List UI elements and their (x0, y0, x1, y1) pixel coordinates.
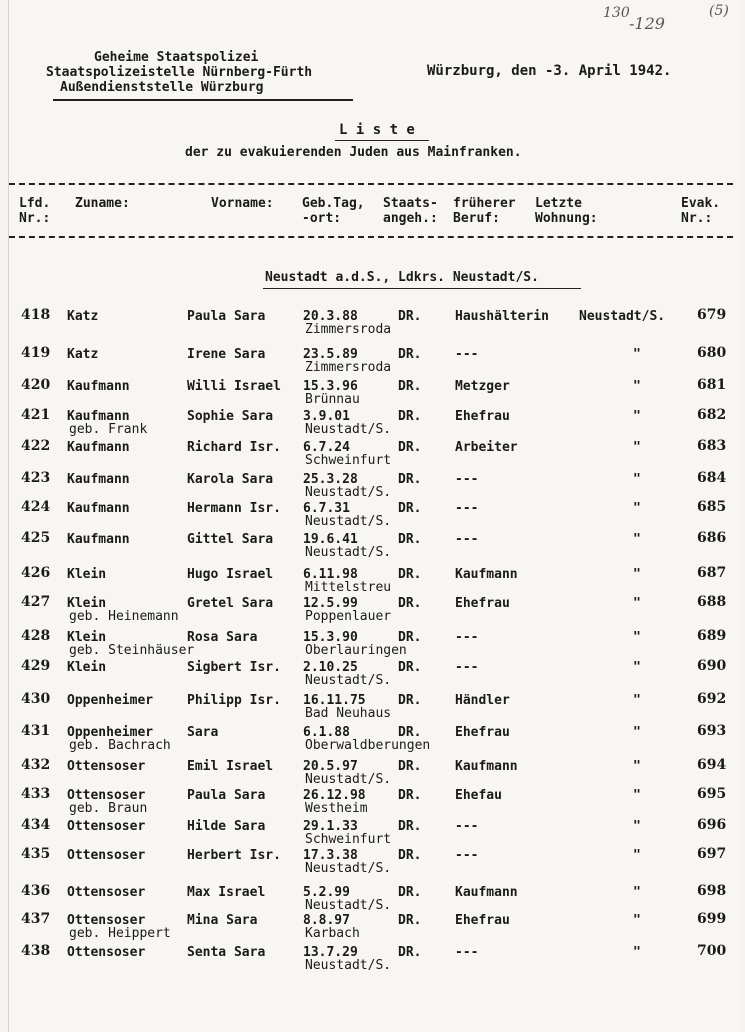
residence-ditto: " (633, 885, 641, 900)
surname: Katz (67, 309, 99, 324)
occupation: --- (455, 501, 479, 516)
evacuation-number: 686 (697, 530, 727, 546)
row-number: 420 (21, 377, 51, 393)
residence-ditto: " (633, 725, 641, 740)
maiden-name: geb. Bachrach (69, 738, 171, 753)
header-rule-top (9, 183, 733, 185)
residence-ditto: " (633, 788, 641, 803)
citizenship: DR. (398, 379, 422, 394)
first-name: Herbert Isr. (187, 848, 281, 863)
first-name: Max Israel (187, 885, 266, 900)
birth-place: Poppenlauer (305, 609, 392, 624)
evacuation-number: 696 (697, 817, 727, 833)
evacuation-number: 700 (697, 943, 727, 959)
birth-date: 15.3.90 (303, 630, 358, 645)
row-number: 429 (21, 658, 51, 674)
evacuation-number: 684 (697, 470, 727, 486)
row-number: 422 (21, 438, 51, 454)
birth-place: Mittelstreu (305, 580, 392, 595)
col-wohnung-2: Wohnung: (535, 211, 598, 226)
surname: Ottensoser (67, 788, 146, 803)
first-name: Hermann Isr. (187, 501, 281, 516)
birth-place: Oberlauringen (305, 643, 407, 658)
authority-line-2: Staatspolizeistelle Nürnberg-Fürth (46, 65, 313, 80)
first-name: Gittel Sara (187, 532, 274, 547)
evacuation-number: 682 (697, 407, 727, 423)
surname: Klein (67, 630, 107, 645)
residence-ditto: " (633, 596, 641, 611)
occupation: --- (455, 630, 479, 645)
first-name: Irene Sara (187, 347, 266, 362)
citizenship: DR. (398, 309, 422, 324)
birth-place: Zimmersroda (305, 360, 392, 375)
evacuation-number: 698 (697, 883, 727, 899)
place-date: Würzburg, den -3. April 1942. (427, 63, 672, 79)
evacuation-number: 681 (697, 377, 727, 393)
first-name: Karola Sara (187, 472, 274, 487)
row-number: 435 (21, 846, 51, 862)
surname: Kaufmann (67, 409, 130, 424)
citizenship: DR. (398, 596, 422, 611)
residence-ditto: " (633, 379, 641, 394)
birth-place: Bad Neuhaus (305, 706, 392, 721)
occupation: Arbeiter (455, 440, 518, 455)
birth-place: Neustadt/S. (305, 545, 392, 560)
surname: Kaufmann (67, 379, 130, 394)
archive-number: 130 (603, 5, 630, 21)
row-number: 418 (21, 307, 51, 323)
surname: Katz (67, 347, 99, 362)
citizenship: DR. (398, 725, 422, 740)
citizenship: DR. (398, 660, 422, 675)
occupation: --- (455, 945, 479, 960)
first-name: Hugo Israel (187, 567, 274, 582)
citizenship: DR. (398, 819, 422, 834)
evacuation-number: 694 (697, 757, 727, 773)
authority-line-1: Geheime Staatspolizei (94, 50, 259, 65)
occupation: Ehefrau (455, 596, 510, 611)
birth-place: Neustadt/S. (305, 673, 392, 688)
col-zuname: Zuname: (75, 196, 130, 211)
citizenship: DR. (398, 440, 422, 455)
birth-place: Neustadt/S. (305, 772, 392, 787)
residence-ditto: " (633, 567, 641, 582)
first-name: Sara (187, 725, 219, 740)
surname: Kaufmann (67, 440, 130, 455)
birth-date: 6.7.31 (303, 501, 350, 516)
citizenship: DR. (398, 885, 422, 900)
residence-ditto: " (633, 848, 641, 863)
occupation: --- (455, 347, 479, 362)
birth-place: Westheim (305, 801, 368, 816)
col-nr: Nr.: (19, 211, 51, 226)
section-underline (263, 288, 581, 289)
residence-ditto: " (633, 819, 641, 834)
col-geb-1: Geb.Tag, (302, 196, 365, 211)
row-number: 434 (21, 817, 51, 833)
occupation: --- (455, 848, 479, 863)
first-name: Hilde Sara (187, 819, 266, 834)
birth-place: Neustadt/S. (305, 422, 392, 437)
residence-ditto: " (633, 945, 641, 960)
citizenship: DR. (398, 567, 422, 582)
first-name: Philipp Isr. (187, 693, 281, 708)
first-name: Willi Israel (187, 379, 281, 394)
birth-place: Schweinfurt (305, 453, 392, 468)
row-number: 427 (21, 594, 51, 610)
surname: Ottensoser (67, 945, 146, 960)
row-number: 421 (21, 407, 51, 423)
col-evak-1: Evak. (681, 196, 721, 211)
evacuation-number: 699 (697, 911, 727, 927)
evacuation-number: 688 (697, 594, 727, 610)
row-number: 419 (21, 345, 51, 361)
birth-date: 25.3.28 (303, 472, 358, 487)
birth-place: Neustadt/S. (305, 958, 392, 973)
residence-ditto: " (633, 347, 641, 362)
citizenship: DR. (398, 501, 422, 516)
birth-place: Neustadt/S. (305, 485, 392, 500)
residence-ditto: " (633, 409, 641, 424)
col-lfd: Lfd. (19, 196, 51, 211)
authority-line-3: Außendienststelle Würzburg (60, 80, 264, 95)
birth-date: 29.1.33 (303, 819, 358, 834)
surname: Ottensoser (67, 913, 146, 928)
occupation: --- (455, 819, 479, 834)
residence-ditto: " (633, 693, 641, 708)
residence-ditto: " (633, 472, 641, 487)
surname: Ottensoser (67, 819, 146, 834)
evacuation-number: 689 (697, 628, 727, 644)
row-number: 432 (21, 757, 51, 773)
residence-ditto: " (633, 532, 641, 547)
surname: Ottensoser (67, 759, 146, 774)
birth-date: 20.5.97 (303, 759, 358, 774)
birth-date: 3.9.01 (303, 409, 350, 424)
occupation: Ehefrau (455, 913, 510, 928)
list-subtitle: der zu evakuierenden Juden aus Mainfranken. (185, 145, 522, 160)
section-heading: Neustadt a.d.S., Ldkrs. Neustadt/S. (265, 270, 539, 285)
birth-date: 15.3.96 (303, 379, 358, 394)
first-name: Mina Sara (187, 913, 258, 928)
occupation: Ehefrau (455, 725, 510, 740)
maiden-name: geb. Heinemann (69, 609, 179, 624)
occupation: Kaufmann (455, 567, 518, 582)
occupation: --- (455, 472, 479, 487)
residence: Neustadt/S. (579, 309, 666, 324)
birth-date: 26.12.98 (303, 788, 366, 803)
evacuation-number: 690 (697, 658, 727, 674)
residence-ditto: " (633, 759, 641, 774)
first-name: Sophie Sara (187, 409, 274, 424)
citizenship: DR. (398, 630, 422, 645)
first-name: Gretel Sara (187, 596, 274, 611)
citizenship: DR. (398, 347, 422, 362)
birth-place: Brünnau (305, 392, 360, 407)
evacuation-number: 687 (697, 565, 727, 581)
citizenship: DR. (398, 788, 422, 803)
residence-ditto: " (633, 660, 641, 675)
birth-date: 13.7.29 (303, 945, 358, 960)
col-beruf-1: früherer (453, 196, 516, 211)
col-wohnung-1: Letzte (535, 196, 582, 211)
residence-ditto: " (633, 630, 641, 645)
surname: Oppenheimer (67, 725, 154, 740)
citizenship: DR. (398, 848, 422, 863)
citizenship: DR. (398, 945, 422, 960)
header-rule-bottom (9, 236, 733, 238)
citizenship: DR. (398, 409, 422, 424)
corner-mark: (5) (709, 3, 729, 19)
first-name: Senta Sara (187, 945, 266, 960)
surname: Ottensoser (67, 885, 146, 900)
row-number: 428 (21, 628, 51, 644)
maiden-name: geb. Braun (69, 801, 148, 816)
birth-date: 5.2.99 (303, 885, 350, 900)
birth-place: Neustadt/S. (305, 898, 392, 913)
evacuation-number: 697 (697, 846, 727, 862)
maiden-name: geb. Frank (69, 422, 148, 437)
document-page (8, 0, 741, 1032)
citizenship: DR. (398, 759, 422, 774)
col-evak-2: Nr.: (681, 211, 713, 226)
surname: Klein (67, 596, 107, 611)
maiden-name: geb. Heippert (69, 926, 171, 941)
birth-place: Karbach (305, 926, 360, 941)
birth-date: 6.7.24 (303, 440, 350, 455)
surname: Ottensoser (67, 848, 146, 863)
row-number: 433 (21, 786, 51, 802)
evacuation-number: 695 (697, 786, 727, 802)
first-name: Paula Sara (187, 788, 266, 803)
row-number: 431 (21, 723, 51, 739)
maiden-name: geb. Steinhäuser (69, 643, 195, 658)
col-beruf-2: Beruf: (453, 211, 500, 226)
birth-date: 20.3.88 (303, 309, 358, 324)
citizenship: DR. (398, 693, 422, 708)
title-underline (335, 140, 429, 141)
birth-place: Neustadt/S. (305, 514, 392, 529)
first-name: Paula Sara (187, 309, 266, 324)
birth-date: 6.1.88 (303, 725, 350, 740)
row-number: 430 (21, 691, 51, 707)
occupation: Kaufmann (455, 759, 518, 774)
surname: Klein (67, 567, 107, 582)
row-number: 425 (21, 530, 51, 546)
birth-date: 16.11.75 (303, 693, 366, 708)
evacuation-number: 693 (697, 723, 727, 739)
birth-date: 23.5.89 (303, 347, 358, 362)
first-name: Sigbert Isr. (187, 660, 281, 675)
row-number: 437 (21, 911, 51, 927)
birth-date: 12.5.99 (303, 596, 358, 611)
first-name: Rosa Sara (187, 630, 258, 645)
birth-date: 19.6.41 (303, 532, 358, 547)
header-underline (53, 99, 353, 101)
surname: Klein (67, 660, 107, 675)
birth-date: 17.3.38 (303, 848, 358, 863)
citizenship: DR. (398, 532, 422, 547)
occupation: Händler (455, 693, 510, 708)
birth-date: 6.11.98 (303, 567, 358, 582)
surname: Kaufmann (67, 532, 130, 547)
evacuation-number: 679 (697, 307, 727, 323)
row-number: 436 (21, 883, 51, 899)
row-number: 424 (21, 499, 51, 515)
evacuation-number: 685 (697, 499, 727, 515)
archive-number-2: -129 (629, 14, 665, 33)
evacuation-number: 683 (697, 438, 727, 454)
citizenship: DR. (398, 913, 422, 928)
list-title: L i s t e (339, 122, 415, 138)
birth-place: Zimmersroda (305, 322, 392, 337)
surname: Kaufmann (67, 501, 130, 516)
first-name: Emil Israel (187, 759, 274, 774)
evacuation-number: 680 (697, 345, 727, 361)
birth-place: Oberwaldberungen (305, 738, 431, 753)
row-number: 438 (21, 943, 51, 959)
col-vorname: Vorname: (211, 196, 274, 211)
occupation: Haushälterin (455, 309, 549, 324)
row-number: 426 (21, 565, 51, 581)
citizenship: DR. (398, 472, 422, 487)
evacuation-number: 692 (697, 691, 727, 707)
occupation: Metzger (455, 379, 510, 394)
occupation: Ehefrau (455, 409, 510, 424)
occupation: --- (455, 660, 479, 675)
surname: Kaufmann (67, 472, 130, 487)
col-geb-2: -ort: (302, 211, 342, 226)
surname: Oppenheimer (67, 693, 154, 708)
occupation: --- (455, 532, 479, 547)
col-staats-2: angeh.: (383, 211, 438, 226)
residence-ditto: " (633, 501, 641, 516)
occupation: Kaufmann (455, 885, 518, 900)
birth-date: 8.8.97 (303, 913, 350, 928)
occupation: Ehefau (455, 788, 502, 803)
birth-date: 2.10.25 (303, 660, 358, 675)
row-number: 423 (21, 470, 51, 486)
birth-place: Schweinfurt (305, 832, 392, 847)
col-staats-1: Staats- (383, 196, 438, 211)
residence-ditto: " (633, 913, 641, 928)
first-name: Richard Isr. (187, 440, 281, 455)
residence-ditto: " (633, 440, 641, 455)
birth-place: Neustadt/S. (305, 861, 392, 876)
